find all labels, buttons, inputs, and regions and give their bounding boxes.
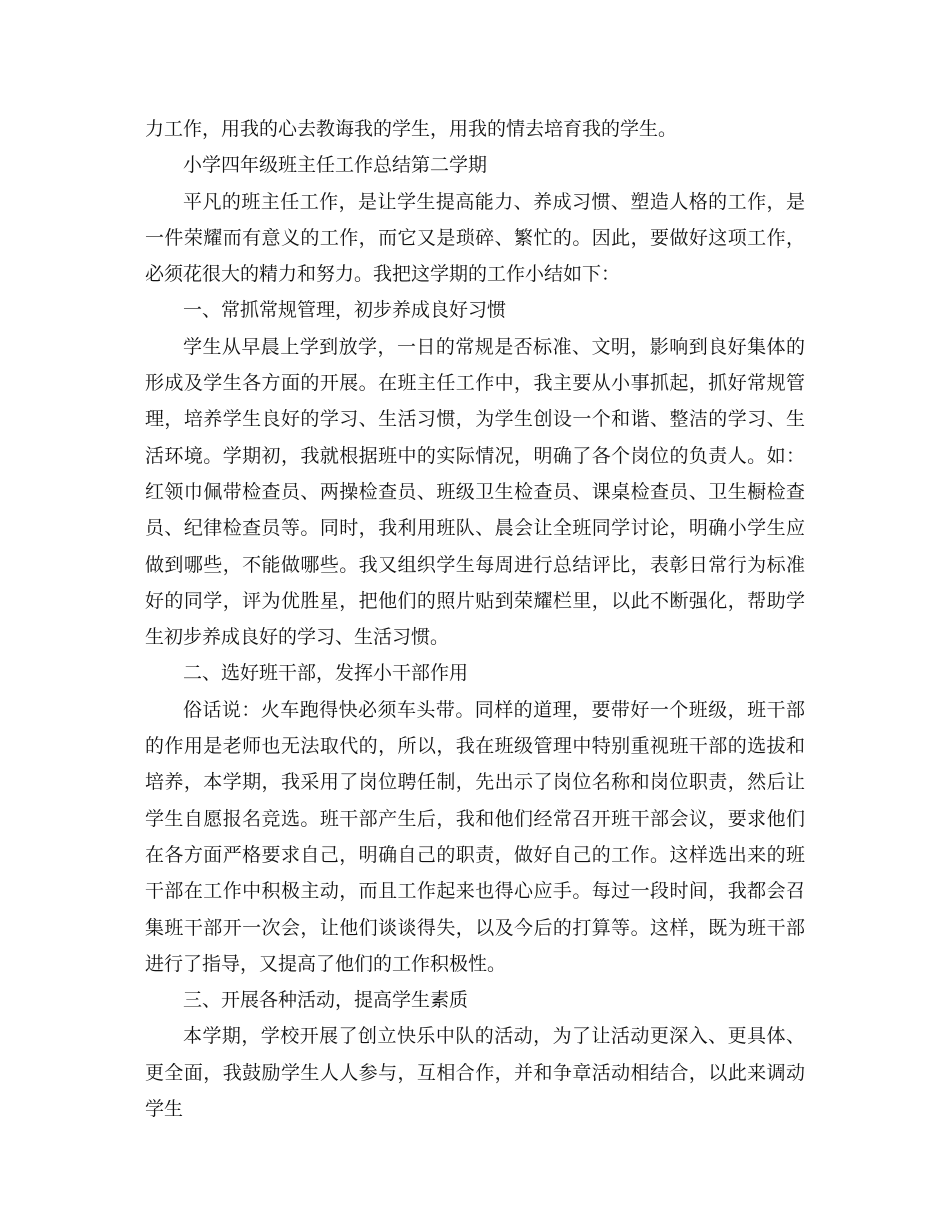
document-body [145,111,805,1127]
section-heading-2: 二、选好班干部，发挥小干部作用 [183,662,469,685]
paragraph-continuation: 力工作，用我的心去教诲我的学生，用我的情去培育我的学生。 [145,118,678,140]
paragraph-intro: 平凡的班主任工作，是让学生提高能力、养成习惯、塑造人格的工作，是一件荣耀而有意义的工作，而它又是琐碎、繁忙的。因此，要做好这项工作，必须花很大的精力和努力。我把这学期的工作小结如下： [145,190,805,286]
paragraph-section-2: 俗话说：火车跑得快必须车头带。同样的道理，要带好一个班级，班干部的作用是老师也无法取代的，所以，我在班级管理中特别重视班干部的选拔和培养，本学期，我采用了岗位聘任制，先出示了岗位名称和岗位职责，然后让学生自愿报名竞选。班干部产生后，我和他们经常召开班干部会议，要求他们在各方面严格要求自己，明确自己的职责，做好自己的工作。这样选出来的班干部在工作中积极主动，而且工作起来也得心应手。每过一段时间，我都会召集班干部开一次会，让他们谈谈得失，以及今后的打算等。这样，既为班干部进行了指导，又提高了他们的工作积极性。 [145,698,805,975]
paragraph-section-1: 学生从早晨上学到放学，一日的常规是否标准、文明，影响到良好集体的形成及学生各方面的开展。在班主任工作中，我主要从小事抓起，抓好常规管理，培养学生良好的学习、生活习惯，为学生创设一个和谐、整洁的学习、生活环境。学期初，我就根据班中的实际情况，明确了各个岗位的负责人。如：红领巾佩带检查员、两操检查员、班级卫生检查员、课桌检查员、卫生橱检查员、纪律检查员等。同时，我利用班队、晨会让全班同学讨论，明确小学生应做到哪些，不能做哪些。我又组织学生每周进行总结评比，表彰日常行为标准好的同学，评为优胜星，把他们的照片贴到荣耀栏里，以此不断强化，帮助学生初步养成良好的学习、生活习惯。 [145,335,805,649]
document-title: 小学四年级班主任工作总结第二学期 [183,154,488,177]
section-heading-1: 一、常抓常规管理，初步养成良好习惯 [183,299,507,322]
section-heading-3: 三、开展各种活动，提高学生素质 [183,989,469,1012]
paragraph-section-3: 本学期，学校开展了创立快乐中队的活动，为了让活动更深入、更具体、更全面，我鼓励学生人人参与，互相合作，并和争章活动相结合，以此来调动学生 [145,1025,805,1121]
